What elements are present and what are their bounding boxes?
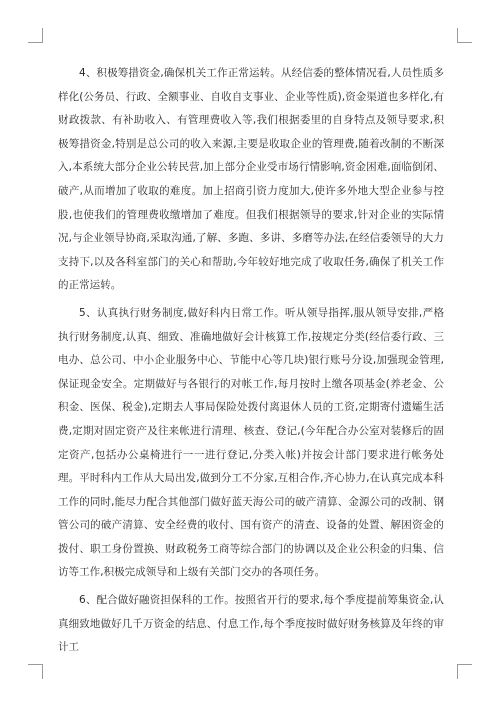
crop-mark-bottom-left [28, 664, 43, 679]
paragraph-fundraising: 4、积极筹措资金,确保机关工作正常运转。从经信委的整体情况看,人员性质多样化(公务员、行政、全额事业、自收自支事业、企业等性质),资金渠道也多样化,有财政拨款、有补助收入、有管理费收入等,我们根据委里的自身特点及领导要求,积极筹措资金,特别是总公司的收入来源,主要是收取企业的管理费,随着改制的不断深入,本系统大部分企业公转民营,加上部分企业受市场行情影响,资金困难,面临倒闭、破产,从而增加了收取的难度。加上招商引资力度加大,使许多外地大型企业参与控股,也使我们的管理费收缴增加了难度。但我们根据领导的要求,针对企业的实际情况,与企业领导协商,采取沟通,了解、多跑、多讲、多磨等办法,在经信委领导的大力支持下,以及各科室部门的关心和帮助,今年较好地完成了收取任务,确保了机关工作的正常运转。 [58, 67, 444, 292]
paragraph-guarantee-support: 6、配合做好融资担保科的工作。按照省开行的要求,每个季度提前筹集资金,认真细致地做好几千万资金的结息、付息工作,每个季度按时做好财务核算及年终的审计工 [58, 594, 444, 654]
document-body [58, 62, 444, 664]
crop-mark-bottom-right [457, 664, 472, 679]
crop-mark-top-right [457, 28, 472, 43]
paragraph-financial-system: 5、认真执行财务制度,做好科内日常工作。听从领导指挥,服从领导安排,严格执行财务制度,认真、细致、准确地做好会计核算工作,按规定分类(经信委行政、三电办、总公司、中小企业服务中心、节能中心等几块)银行账号分设,加强现金管理,保证现金安全。定期做好与各银行的对帐工作,每月按时上缴各项基金(养老金、公积金、医保、税金),定期去人事局保险处拨付离退休人员的工资,定期寄付遗孀生活费,定期对固定资产及往来帐进行清理、核查、登记,(今年配合办公室对装修后的固定资产,包括办公桌椅进行一一进行登记,分类入帐)并按会计部门要求进行帐务处理。平时科内工作从大局出发,做到分工不分家,互相合作,齐心协力,在认真完成本科工作的同时,能尽力配合其他部门做好蓝天海公司的破产清算、金源公司的改制、钢管公司的破产清算、安全经费的收付、国有资产的清查、设备的处置、解困资金的拨付、职工身份置换、财政税务工商等综合部门的协调以及企业公积金的归集、信访等工作,积极完成领导和上级有关部门交办的各项任务。 [58, 306, 444, 579]
crop-mark-top-left [28, 28, 43, 43]
